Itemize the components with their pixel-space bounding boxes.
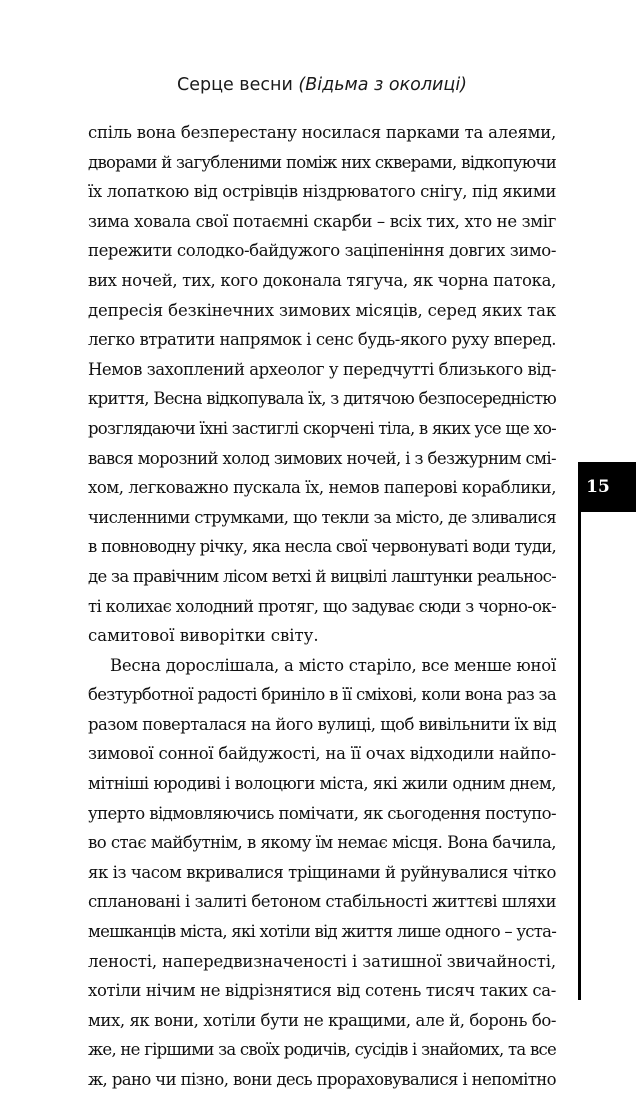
text-line: Весна дорослішала, а місто старіло, все менше юної bbox=[110, 655, 556, 675]
text-line: вався морозний холод зимових ночей, і з безжурним смі- bbox=[88, 448, 556, 468]
text-line: розглядаючи їхні застиглі скорчені тіла, в яких усе ще хо- bbox=[88, 418, 556, 438]
text-line: мешканців міста, які хотіли від життя лише одного – уста- bbox=[88, 922, 556, 942]
text-line: як із часом вкривалися тріщинами й руйнувалися чітко bbox=[88, 862, 556, 882]
text-line: безтурботної радості бриніло в її сміхові, коли вона раз за bbox=[88, 685, 556, 705]
header-title: Серце весни bbox=[176, 75, 293, 95]
text-line: леності, напередвизначеності і затишної звичайності, bbox=[88, 951, 557, 971]
page-edge-rule bbox=[578, 512, 581, 1000]
body-text bbox=[88, 118, 556, 1095]
page-number-tab bbox=[578, 462, 636, 512]
text-line: депресія безкінечних зимових місяців, серед яких так bbox=[88, 300, 557, 320]
text-line: же, не гіршими за своїх родичів, сусідів і знайомих, та все bbox=[88, 1040, 556, 1060]
text-line: спіль вона безперестану носилася парками та алеями, bbox=[88, 123, 556, 142]
text-line: ті колихає холодний протяг, що задуває сюди з чорно-ок- bbox=[88, 596, 557, 616]
text-line: зима ховала свої потаємні скарби – всіх тих, хто не зміг bbox=[88, 211, 556, 231]
text-line: уперто відмовляючись помічати, як сьогодення поступо- bbox=[88, 803, 556, 823]
text-line: сплановані і залиті бетоном стабільності життєві шляхи bbox=[88, 892, 557, 912]
text-line: дворами й загубленими поміж них скверами, відкопуючи bbox=[88, 152, 556, 172]
text-line: во стає майбутнім, в якому їм немає місця. Вона бачила, bbox=[88, 833, 556, 853]
text-line: самитової виворітки світу. bbox=[88, 626, 319, 646]
text-line: їх лопаткою від острівців ніздрюватого снігу, під якими bbox=[88, 182, 556, 202]
text-line: де за правічним лісом ветхі й вицвілі лаштунки реальнос- bbox=[88, 566, 556, 586]
text-line: хотіли нічим не відрізнятися від сотень тисяч таких са- bbox=[88, 981, 556, 1001]
text-line: ж, рано чи пізно, вони десь прораховувалися і непомітно bbox=[88, 1070, 556, 1089]
text-line: разом поверталася на його вулиці, щоб вивільнити їх від bbox=[88, 714, 557, 734]
text-line: мітніші юродиві і волоцюги міста, які жили одним днем, bbox=[88, 774, 556, 794]
text-line: численними струмками, що текли за місто, де зливалися bbox=[88, 507, 556, 527]
text-line: зимової сонної байдужості, на її очах відходили найпо- bbox=[88, 744, 556, 764]
running-header bbox=[88, 70, 556, 100]
text-line: хом, легковажно пускала їх, немов паперові кораблики, bbox=[88, 478, 557, 498]
text-line: легко втратити напрямок і сенс будь-якого руху вперед. bbox=[88, 330, 557, 350]
text-line: мих, як вони, хотіли бути не кращими, але й, боронь бо- bbox=[88, 1010, 556, 1030]
text-line: Немов захоплений археолог у передчутті близького від- bbox=[88, 359, 556, 379]
text-line: криття, Весна відкопувала їх, з дитячою безпосередністю bbox=[88, 389, 556, 409]
text-line: вих ночей, тих, кого доконала тягуча, як чорна патока, bbox=[88, 270, 557, 290]
text-line: в повноводну річку, яка несла свої червонуваті води туди, bbox=[88, 537, 556, 557]
text-line: пережити солодко-байдужого заціпеніння довгих зимо- bbox=[88, 241, 556, 261]
page-number: 15 bbox=[586, 477, 610, 497]
header-subtitle: (Відьма з околиці) bbox=[298, 75, 468, 95]
